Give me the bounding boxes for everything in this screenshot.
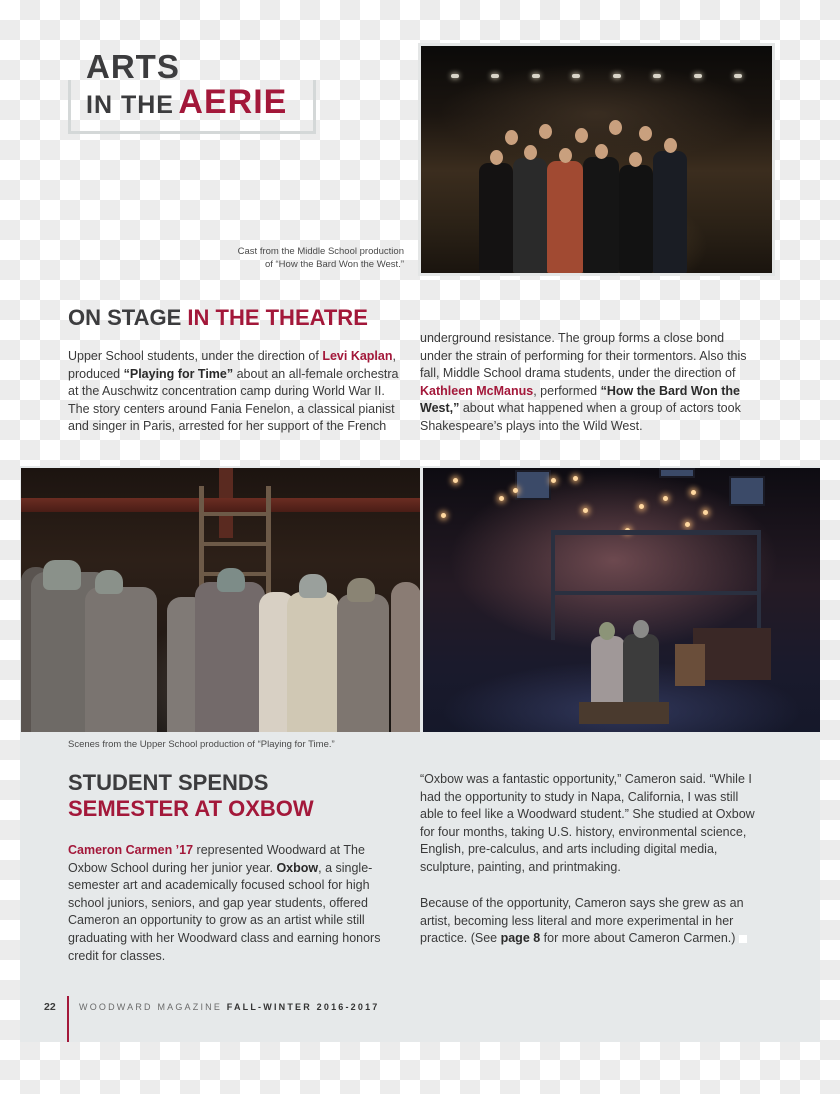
school-name: Oxbow [276,860,319,875]
cast-group [479,123,699,273]
oxbow-paragraph-1 [68,842,404,965]
theatre-heading-red: IN THE THEATRE [187,305,368,330]
production-title: “Playing for Time” [123,366,234,381]
cast-photo-caption [204,245,404,271]
stage-lights [451,74,742,80]
text: represented Woodward at The Oxbow School during her junior year. [68,843,365,875]
masthead-in-the: IN THE [86,91,174,119]
oxbow-heading-line1: STUDENT SPENDS [68,770,269,795]
oxbow-heading-line2: SEMESTER AT OXBOW [68,796,314,821]
text: , produced [68,349,396,381]
text: for more about Cameron Carmen.) [540,931,736,946]
theatre-heading-dark: ON STAGE [68,305,182,330]
oxbow-heading [68,770,314,822]
publication-name: WOODWARD MAGAZINE [79,1002,223,1012]
scene-photos-caption: Scenes from the Upper School production of “Playing for Time.” [68,739,335,750]
production-title: “How the Bard Won the West,” [420,383,740,416]
oxbow-paragraph-2: “Oxbow was a fantastic opportunity,” Cameron said. “While I had the opportunity to study in Napa, California, I was still able to feel like a Woodward student.” She studied at Oxbow for four months, taking U.S. history, environmental science, English, pre-calculus, and arts including digital media, sculpture, painting, and printmaking. [420,772,755,874]
footer-publication [79,1002,380,1012]
text: about an all-female orchestra at the Auschwitz concentration camp during World War II. The story centers around Fania Fenelon, a classical pianist and singer in Paris, arrested for her support of the French [68,366,399,434]
director-name: Kathleen McManus [420,383,534,398]
cast-photo [421,46,772,273]
caption-line: of “How the Bard Won the West.” [264,259,404,270]
theatre-heading [68,305,368,331]
text: , performed [533,383,601,398]
scene-photo-left [21,468,420,732]
theatre-paragraph-2 [420,330,756,436]
caption-line: Cast from the Middle School production [237,246,404,257]
text: underground resistance. The group forms a close bond under the strain of performing for their tormentors. Also this fall, Middle School drama students, under the direction of [420,331,747,381]
text: , a single-semester art and academically focused school for high school juniors, seniors, and gap year students, offered Cameron an opportunity to grow as an artist while still graduating with her Woodward class and earning honors credit for classes. [68,860,381,963]
text: Upper School students, under the direction of [68,349,323,363]
theatre-paragraph-1 [68,348,402,436]
text: about what happened when a group of actors took Shakespeare’s plays into the Wild West. [420,401,741,433]
masthead-title-line2 [86,84,287,127]
scene-photo-right [423,468,820,732]
page-reference: page 8 [500,931,541,946]
masthead-aerie: AERIE [178,83,288,121]
page-number: 22 [44,1001,56,1013]
issue-label: FALL-WINTER 2016-2017 [226,1002,380,1012]
footer-divider [67,996,69,1042]
end-of-article-mark [739,935,747,943]
oxbow-paragraph-3 [420,895,760,948]
student-name: Cameron Carmen ’17 [68,843,194,857]
text: Because of the opportunity, Cameron says she grew as an artist, becoming less literal and more experimental in her practice. (See [420,896,744,946]
masthead-title-line1: ARTS [86,48,180,85]
director-name: Levi Kaplan [322,349,393,363]
